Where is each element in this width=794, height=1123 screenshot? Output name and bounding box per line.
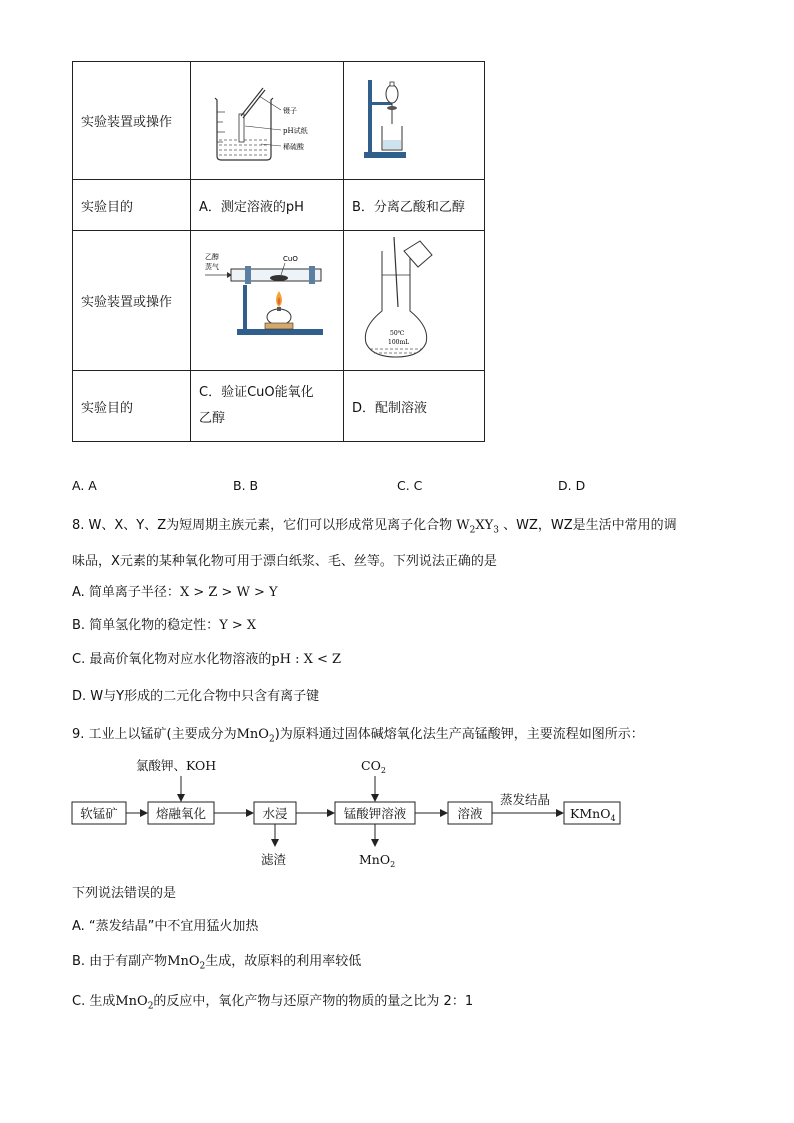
residue-label: 滤渣: [261, 852, 287, 867]
q9-option-a: A. “蒸发结晶”中不宜用猛火加热: [72, 919, 259, 934]
flow-svg: [70, 752, 630, 872]
q8-stem-line1: [72, 514, 677, 536]
q9-option-c-suffix: 的反应中，氧化产物与还原产物的物质的量之比为 2：1: [153, 994, 474, 1009]
cuo-label: CuO: [283, 255, 298, 263]
top-reagent-label: 氯酸钾、KOH: [136, 758, 217, 773]
q8-option-a-expr: X > Z > W > Y: [179, 585, 278, 600]
figure-separation: [344, 62, 485, 180]
figure-solution-prep: [344, 231, 485, 371]
table-cell-label: 实验装置或操作: [73, 62, 191, 180]
q8-option-c-expr: pH : X < Z: [271, 652, 342, 667]
q9-stem-b: )为原料通过固体碱熔氧化法生产高锰酸钾，主要流程如图所示：: [274, 727, 644, 742]
q9-option-c-prefix: C. 生成: [72, 994, 116, 1009]
q9-stem-a: 9. 工业上以锰矿(主要成分为: [72, 727, 237, 742]
table-cell-label: 实验装置或操作: [73, 231, 191, 371]
q9-option-b: [72, 950, 361, 972]
q7-option-c: C. C: [397, 478, 423, 493]
figure-cuo-oxidation: [191, 231, 344, 371]
q8-stem-a: 8. W、X、Y、Z为短周期主族元素，它们可以形成常见离子化合物: [72, 518, 453, 533]
q8-stem-line2: 味品，X元素的某种氧化物可用于漂白纸浆、毛、丝等。下列说法正确的是: [72, 554, 497, 569]
q9-option-c: [72, 990, 473, 1012]
box-solution-label: 溶液: [457, 806, 483, 821]
option-b-cell: B．分离乙酸和乙醇: [344, 180, 485, 231]
table-row: [73, 371, 485, 442]
figure-ph-test: [191, 62, 344, 180]
vapor-label-1: 乙醇: [205, 253, 219, 261]
q8-option-b: [72, 614, 256, 633]
beaker-ph-figure: [199, 62, 335, 175]
ph-paper-label: pH试纸: [283, 127, 308, 135]
vapor-label-2: 蒸气: [205, 263, 219, 271]
experiment-table: [72, 61, 485, 442]
option-c-line1: C．验证CuO能氧化: [199, 385, 314, 400]
tweezers-label: 镊子: [283, 107, 297, 115]
process-flow-diagram: [70, 752, 630, 876]
box-melt-oxidation-label: 熔融氧化: [155, 806, 207, 821]
separating-funnel-figure: [352, 62, 476, 175]
acid-label: 稀硫酸: [283, 143, 304, 151]
box-manganate-solution-label: 锰酸钾溶液: [343, 806, 407, 821]
mno2-output-label: MnO$_2$: [359, 852, 396, 869]
table-row: [73, 180, 485, 231]
table-cell-label: 实验目的: [73, 180, 191, 231]
evaporation-label: 蒸发结晶: [500, 792, 551, 807]
q9-mno2: MnO$_2$: [236, 727, 275, 745]
box-water-leach-label: 水浸: [262, 806, 288, 821]
q8-option-c: [72, 648, 341, 667]
box-soft-manganese-label: 软锰矿: [80, 806, 118, 821]
option-a-cell: A．测定溶液的pH: [191, 180, 344, 231]
volumetric-flask-figure: [352, 231, 476, 366]
flask-volume-label: 100mL: [388, 339, 410, 346]
q9-stem: [72, 723, 644, 745]
q9-question: 下列说法错误的是: [72, 886, 177, 901]
q9-option-b-prefix: B. 由于有副产物: [72, 954, 168, 969]
tube-burner-figure: [199, 231, 335, 366]
q8-option-b-text: B. 简单氢化物的稳定性：: [72, 618, 220, 633]
q8-formula: $W_2XY_3$: [452, 518, 499, 536]
q8-option-c-text: C. 最高价氧化物对应水化物溶液的: [72, 652, 272, 667]
q8-stem-b: 、WZ，WZ是生活中常用的调: [503, 518, 677, 533]
q9-option-b-suffix: 生成，故原料的利用率较低: [205, 954, 362, 969]
q9-option-b-mno2: MnO$_2$: [167, 954, 206, 972]
q8-option-d: D. W与Y形成的二元化合物中只含有离子键: [72, 689, 320, 704]
q8-option-a: [72, 581, 278, 600]
q7-option-b: B. B: [233, 478, 259, 493]
q9-option-c-mno2: MnO$_2$: [115, 994, 154, 1012]
option-c-line2: 乙醇: [199, 411, 226, 426]
q7-option-d: D. D: [558, 478, 586, 493]
flask-temp-label: 50℃: [390, 330, 405, 337]
q8-option-a-text: A. 简单离子半径：: [72, 585, 180, 600]
option-d-cell: D．配制溶液: [344, 371, 485, 442]
option-c-cell: [191, 371, 344, 442]
table-cell-label: 实验目的: [73, 371, 191, 442]
box-kmno4-label: KMnO$_4$: [570, 806, 616, 823]
q7-option-a: A. A: [72, 478, 97, 493]
top-co2-label: $CO_2$: [361, 758, 386, 775]
table-row: [73, 62, 485, 180]
table-row: [73, 231, 485, 371]
q8-option-b-expr: Y > X: [219, 618, 257, 633]
